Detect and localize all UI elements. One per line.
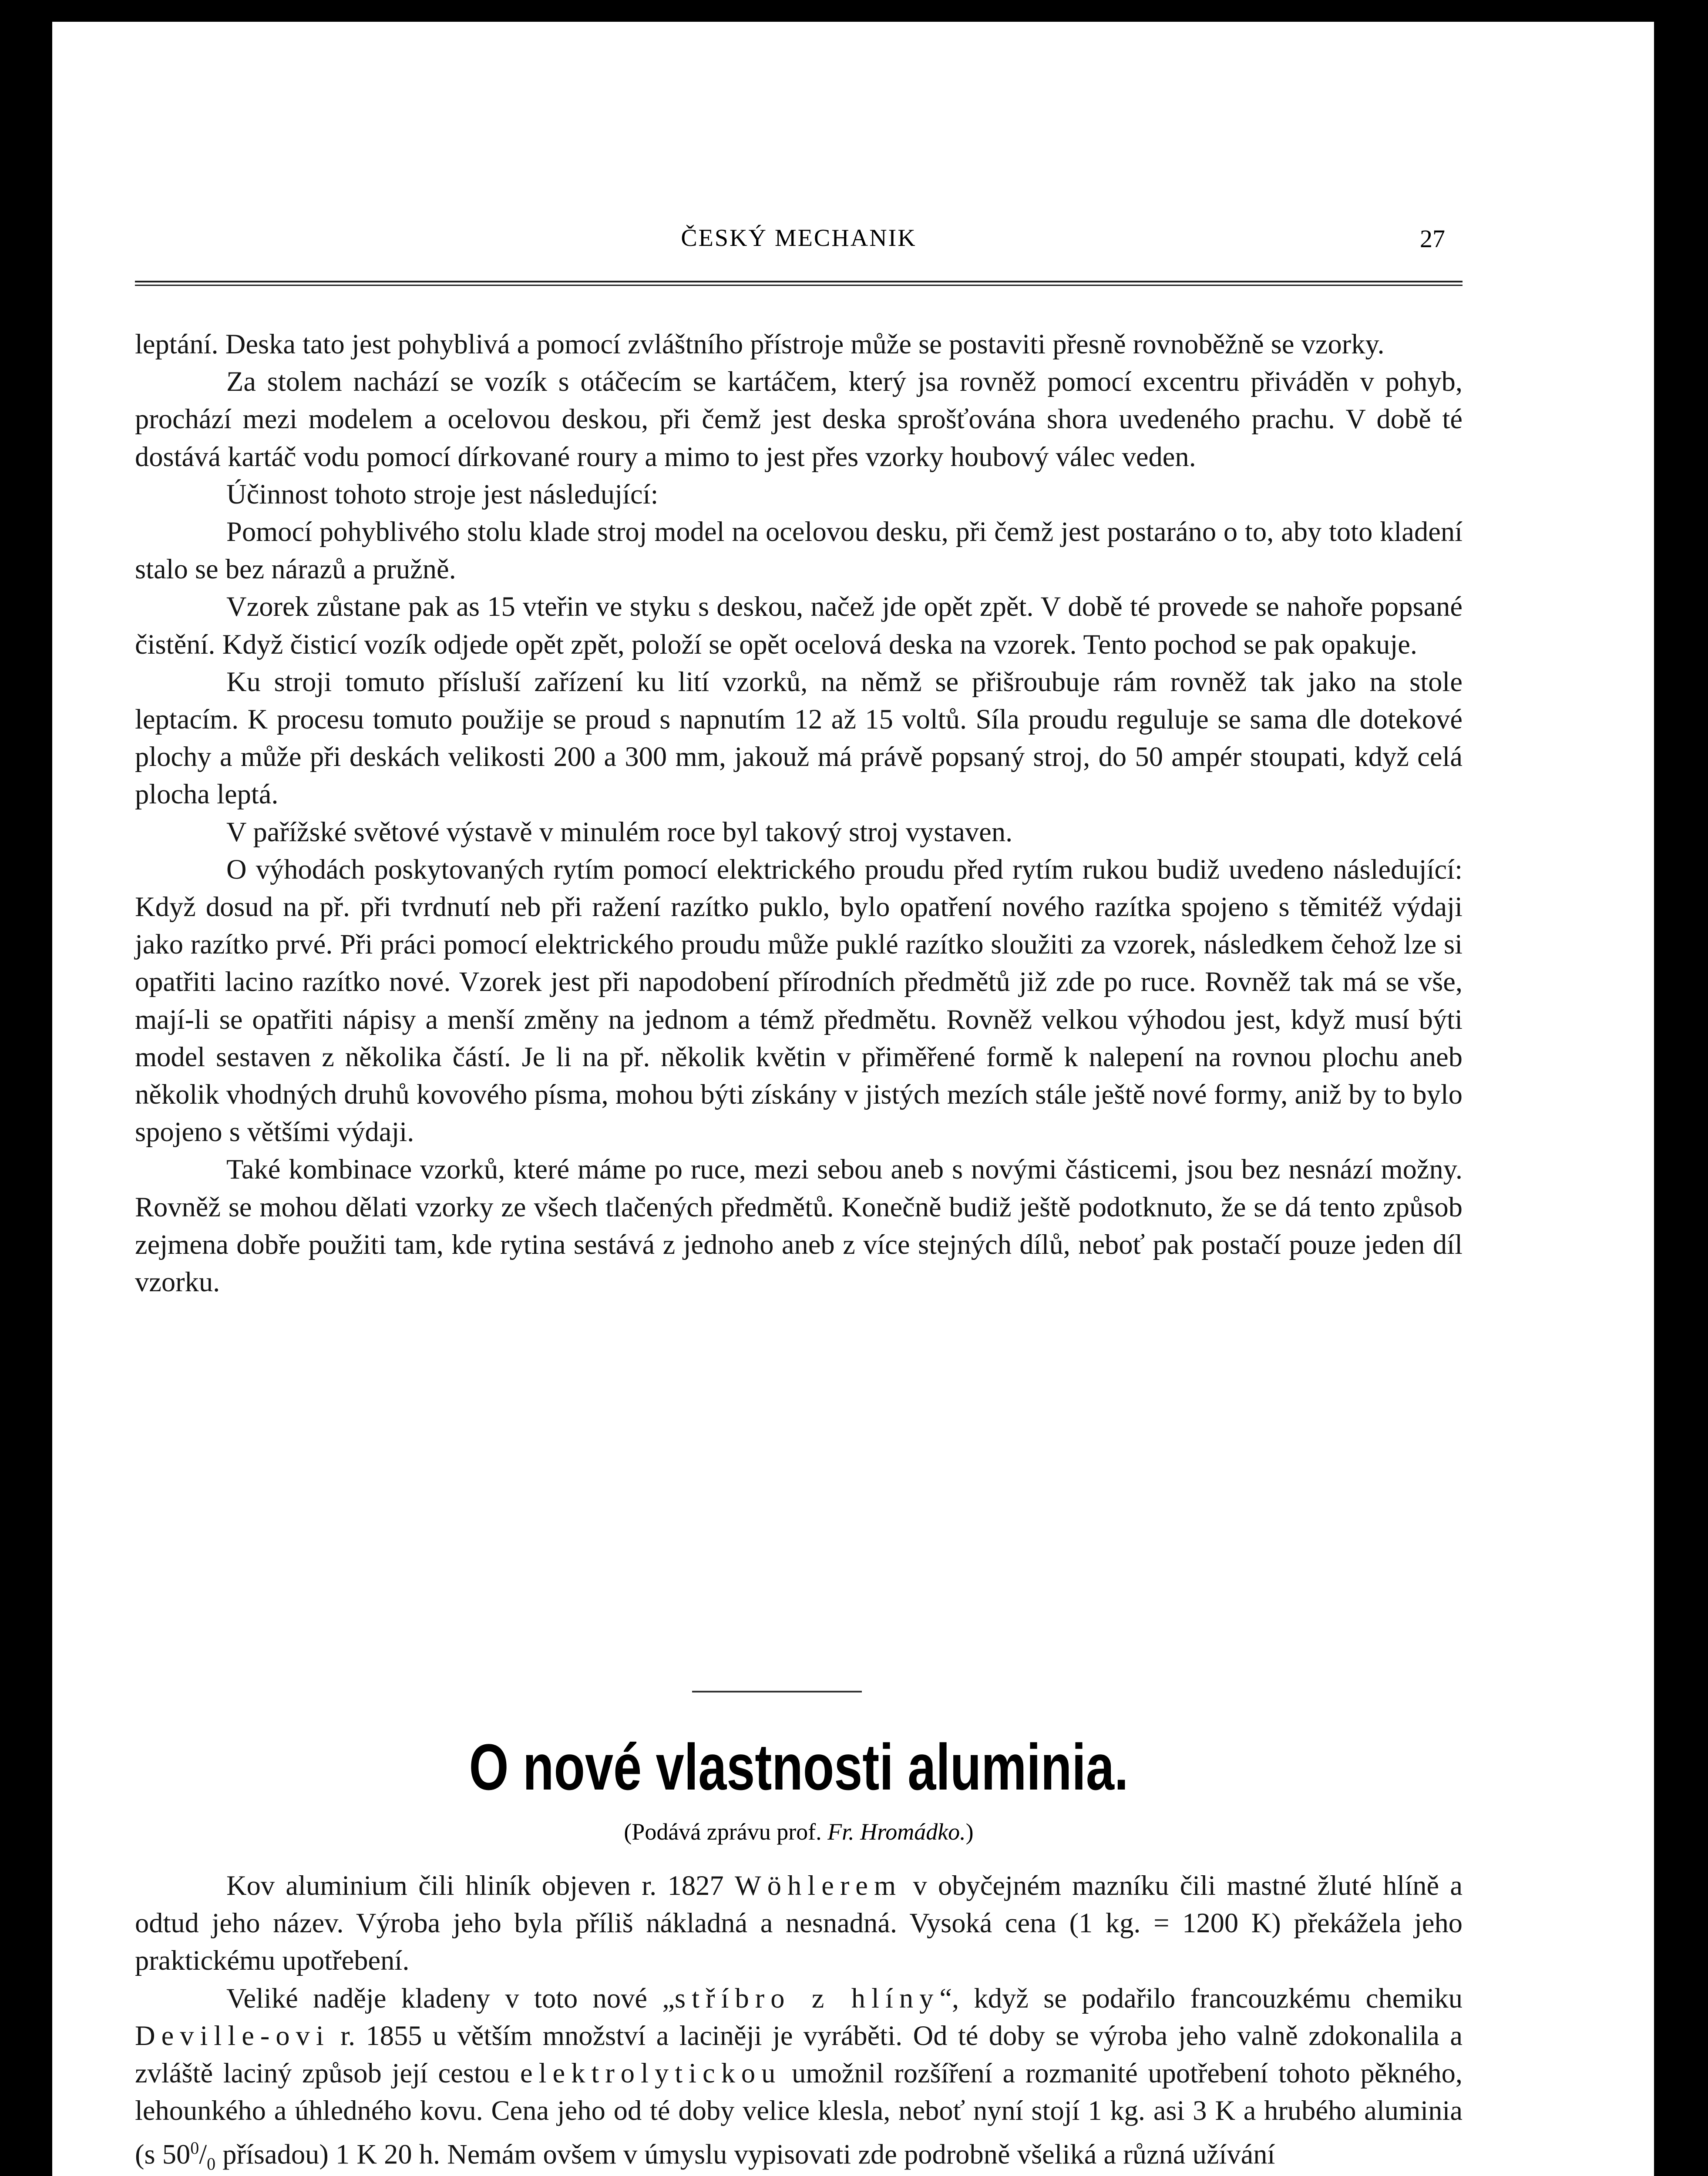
article-continued-text <box>135 326 1463 1301</box>
header-double-rule <box>135 281 1463 286</box>
text-run: / <box>199 2139 207 2170</box>
text-run: “, když se podařilo francouzkému chemiku <box>939 1982 1463 2014</box>
running-title: ČESKÝ MECHANIK <box>681 225 917 252</box>
byline-prefix: (Podává zprávu prof. <box>624 1819 822 1845</box>
section-separator <box>692 1691 862 1692</box>
paragraph <box>135 1980 1463 2176</box>
emphasized-phrase: stříbro z hlíny <box>675 1982 940 2014</box>
paragraph: V pařížské světové výstavě v minulém roce byl takový stroj vystaven. <box>226 816 1013 847</box>
article-title: O nové vlastnosti aluminia. <box>469 1730 1129 1803</box>
paragraph: O výhodách poskytovaných rytím pomocí elektrického proudu před rytím rukou budiž uvedeno následující: Když dosud na př. při tvrdnutí neb při ražení razítko puklo, bylo opatření nového razítka spojeno s těmitéž výdaji jako razítko prvé. Při práci pomocí elektrického proudu může puklé razítko sloužiti za vzorek, následkem čehož lze si opatřiti lacino razítko nové. Vzorek jest při napodobení přírodních předmětů již zde po ruce. Rovněž tak má se vše, mají-li se opatřiti nápisy a menší změny na jednom a témž předmětu. Rovněž velkou výhodou jest, když musí býti model sestaven z několika částí. Je li na př. několik květin v přiměřené formě k nalepení na rovnou plochu aneb několik vhodných druhů kovového písma, mohou býti získány v jistých mezích stále ještě nové formy, aniž by to bylo spojeno s většími výdaji. <box>135 853 1463 1148</box>
byline-author: Fr. Hromádko. <box>827 1819 966 1845</box>
emphasized-name: Deville-ovi <box>135 2020 330 2051</box>
emphasized-word: elektrolytickou <box>520 2058 782 2089</box>
page-header <box>135 224 1463 263</box>
paragraph: Pomocí pohyblivého stolu klade stroj model na ocelovou desku, při čemž jest postaráno o to, aby toto kladení stalo se bez nárazů a pružně. <box>135 516 1463 585</box>
subscript: 0 <box>207 2154 216 2174</box>
text-run: v obyčejném mazníku čili mastné žluté hlíně a odtud jeho název. Výroba jeho byla příliš nákladná a nesnadná. Vysoká cena (1 kg. = 1200 K) překážela jeho praktickému upotřebení. <box>135 1870 1463 1976</box>
text-run: Veliké naděje kladeny v toto nové „ <box>226 1982 675 2014</box>
paragraph: leptání. Deska tato jest pohyblivá a pomocí zvláštního přístroje může se postaviti přesně rovnoběžně se vzorky. <box>135 329 1385 359</box>
paragraph <box>135 1867 1463 1980</box>
emphasized-name: Wöhlerem <box>734 1870 902 1901</box>
text-run: Kov aluminium čili hliník objeven r. 1827 <box>226 1870 724 1901</box>
text-run: r. 1855 u větším množství a laciněji je vyráběti. Od té doby se výroba jeho valně zdokonalila a zvláště laciný způsob její cestou <box>135 2020 1463 2089</box>
text-run: přísadou) 1 K 20 h. Nemám ovšem v úmyslu vypisovati zde podrobně všeliká a různá užívání <box>222 2139 1275 2170</box>
page-number: 27 <box>1420 225 1445 253</box>
byline-suffix: ) <box>965 1819 974 1845</box>
text-run: umožnil rozšíření a rozmanité upotřebení tohoto pěkného, lehounkého a úhledného kovu. Cena jeho od té doby velice klesla, neboť nyní stojí 1 kg. asi 3 K a hrubého aluminia (s 50 <box>135 2058 1463 2170</box>
byline <box>135 1818 1463 1845</box>
paragraph: Ku stroji tomuto přísluší zařízení ku lití vzorků, na němž se přišroubuje rám rovněž tak jako na stole leptacím. K procesu tomuto použije se proud s napnutím 12 až 15 voltů. Síla proudu reguluje se sama dle dotekové plochy a může při deskách velikosti 200 a 300 mm, jakouž má právě popsaný stroj, do 50 ampér stoupati, když celá plocha leptá. <box>135 666 1463 810</box>
superscript: 0 <box>190 2138 199 2158</box>
article-body <box>135 1867 1463 2176</box>
paragraph: Za stolem nachází se vozík s otáčecím se kartáčem, který jsa rovněž pomocí excentru přiváděn v pohyb, prochází mezi modelem a ocelovou deskou, při čemž jest deska sprošťována shora uvedeného prachu. V době té dostává kartáč vodu pomocí dírkované roury a mimo to jest přes vzorky houbový válec veden. <box>135 366 1463 472</box>
paragraph: Vzorek zůstane pak as 15 vteřin ve styku s deskou, načež jde opět zpět. V době té provede se nahoře popsané čistění. Když čisticí vozík odjede opět zpět, položí se opět ocelová deska na vzorek. Tento pochod se pak opakuje. <box>135 591 1463 660</box>
paragraph: Účinnost tohoto stroje jest následující: <box>226 478 659 510</box>
paragraph: Také kombinace vzorků, které máme po ruce, mezi sebou aneb s novými částicemi, jsou bez nesnází možny. Rovněž se mohou dělati vzorky ze všech tlačených předmětů. Konečně budiž ještě podotknuto, že se dá tento způsob zejmena dobře použiti tam, kde rytina sestává z jednoho aneb z více stejných dílů, neboť pak postačí pouze jeden díl vzorku. <box>135 1154 1463 1298</box>
